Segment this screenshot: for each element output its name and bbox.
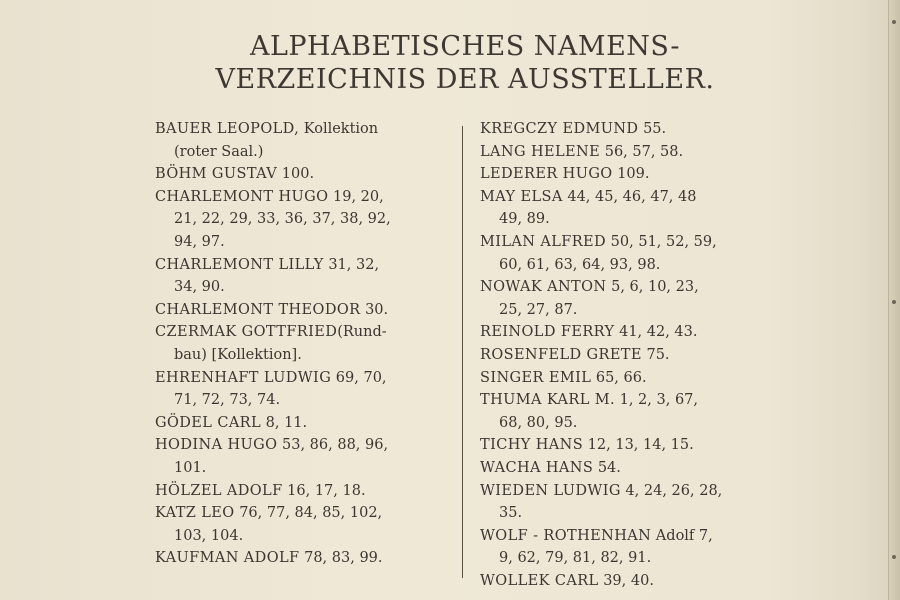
catalogue-numbers-continued: 68, 80, 95. [499,414,578,431]
index-entry [155,412,447,435]
catalogue-numbers-continued: 25, 27, 87. [499,301,578,318]
catalogue-numbers-continued: 21, 22, 29, 33, 36, 37, 38, 92, [174,211,391,228]
index-entry [480,457,775,480]
catalogue-numbers: Kollektion [299,121,379,137]
title-line-1: ALPHABETISCHES NAMENS- [249,31,681,62]
catalogue-numbers-continued: 94, 97. [174,233,225,250]
exhibitor-name: EHRENHAFT LUDWIG [155,369,332,386]
exhibitor-name: CZERMAK GOTTFRIED [155,324,338,341]
catalogue-numbers-continued: 49, 89. [499,211,550,228]
index-entry [155,367,447,412]
catalogue-numbers: 8, 11. [261,414,308,431]
catalogue-numbers: (Rund- [337,324,387,341]
column-divider [462,126,463,578]
index-column-left [155,118,447,570]
catalogue-numbers: 53, 86, 88, 96, [277,437,389,454]
index-entry [480,480,775,525]
catalogue-numbers: 78, 83, 99. [299,550,383,567]
catalogue-numbers: 50, 51, 52, 59, [606,233,717,250]
exhibitor-name: LEDERER HUGO [480,166,613,183]
exhibitor-name: WIEDEN LUDWIG [480,482,621,499]
exhibitor-name: SINGER EMIL [480,369,592,386]
index-entry [480,231,775,276]
index-entry [155,434,447,479]
catalogue-numbers-continued: 71, 72, 73, 74. [174,392,281,409]
index-entry [155,321,447,366]
exhibitor-name: LANG HELENE [480,143,601,160]
exhibitor-name: TICHY HANS [480,437,584,454]
catalogue-numbers: 100. [277,166,315,183]
index-entry [155,299,447,322]
exhibitor-name: MILAN ALFRED [480,233,607,250]
index-entry [480,525,775,570]
catalogue-numbers-continued: 101. [174,459,207,476]
catalogue-numbers-continued: 60, 61, 63, 64, 93, 98. [499,256,661,273]
exhibitor-name: REINOLD FERRY [480,324,615,341]
index-entry [155,118,447,163]
index-entry [155,254,447,299]
catalogue-numbers: 31, 32, [323,256,380,273]
index-entry [480,434,775,457]
exhibitor-name: HODINA HUGO [155,437,278,454]
index-entry [155,480,447,503]
catalogue-numbers-continued: bau) [Kollektion]. [174,346,302,363]
catalogue-numbers: 39, 40. [598,572,654,589]
exhibitor-name: KAUFMAN ADOLF [155,550,300,567]
catalogue-numbers: 5, 6, 10, 23, [606,279,699,296]
page-title [150,30,780,96]
exhibitor-name: ROSENFELD GRETE [480,346,642,363]
exhibitor-name: WOLLEK CARL [480,572,599,589]
index-entry [480,321,775,344]
exhibitor-name: BAUER LEOPOLD, [155,121,300,137]
catalogue-numbers: Adolf 7, [651,527,713,544]
catalogue-numbers: 16, 17, 18. [282,482,366,499]
index-entry [155,163,447,186]
index-entry [480,141,775,164]
exhibitor-name: GÖDEL CARL [155,414,262,431]
catalogue-numbers-continued: 103, 104. [174,527,244,544]
exhibitor-name: NOWAK ANTON [480,279,607,296]
exhibitor-name: BÖHM GUSTAV [155,166,278,183]
catalogue-numbers: 12, 13, 14, 15. [583,437,694,454]
page-edge-mark [892,300,896,304]
catalogue-numbers: 65, 66. [591,369,647,386]
exhibitor-name: THUMA KARL M. [480,392,615,409]
catalogue-numbers: 30. [360,301,389,318]
catalogue-numbers-continued: (roter Saal.) [174,143,264,160]
exhibitor-name: WACHA HANS [480,459,594,476]
index-entry [480,276,775,321]
exhibitor-name: CHARLEMONT HUGO [155,188,329,205]
catalogue-numbers-continued: 34, 90. [174,279,225,296]
page-edge-mark [892,20,896,24]
catalogue-numbers: 56, 57, 58. [600,143,684,160]
index-entry [480,186,775,231]
catalogue-numbers: 54. [593,459,621,476]
catalogue-numbers: 19, 20, [328,188,384,205]
catalogue-numbers-continued: 9, 62, 79, 81, 82, 91. [499,550,652,567]
exhibitor-name: WOLF - ROTHENHAN [480,527,652,544]
index-entry [155,502,447,547]
index-entry [480,389,775,434]
index-entry [480,118,775,141]
index-entry [155,186,447,254]
index-column-right [480,118,775,592]
index-entry [480,163,775,186]
exhibitor-name: KREGCZY EDMUND [480,121,639,137]
exhibitor-name: CHARLEMONT LILLY [155,256,324,273]
catalogue-numbers: 4, 24, 26, 28, [620,482,723,499]
catalogue-numbers: 75. [641,346,670,363]
exhibitor-name: CHARLEMONT THEODOR [155,301,361,318]
title-line-2: VERZEICHNIS DER AUSSTELLER. [215,64,715,95]
exhibitor-name: KATZ LEO [155,505,235,522]
catalogue-numbers: 109. [612,166,650,183]
exhibitor-name: MAY ELSA [480,188,563,205]
catalogue-numbers: 41, 42, 43. [614,324,698,341]
index-entry [155,547,447,570]
catalogue-numbers: 76, 77, 84, 85, 102, [234,505,383,522]
catalogue-numbers: 69, 70, [331,369,387,386]
exhibitor-name: HÖLZEL ADOLF [155,482,283,499]
index-entry [480,344,775,367]
index-entry [480,367,775,390]
catalogue-numbers: 1, 2, 3, 67, [615,392,698,409]
catalogue-numbers-continued: 35. [499,505,523,522]
catalogue-numbers: 55. [638,121,667,137]
index-entry [480,570,775,593]
catalogue-numbers: 44, 45, 46, 47, 48 [562,188,697,205]
page-edge-mark [892,555,896,559]
